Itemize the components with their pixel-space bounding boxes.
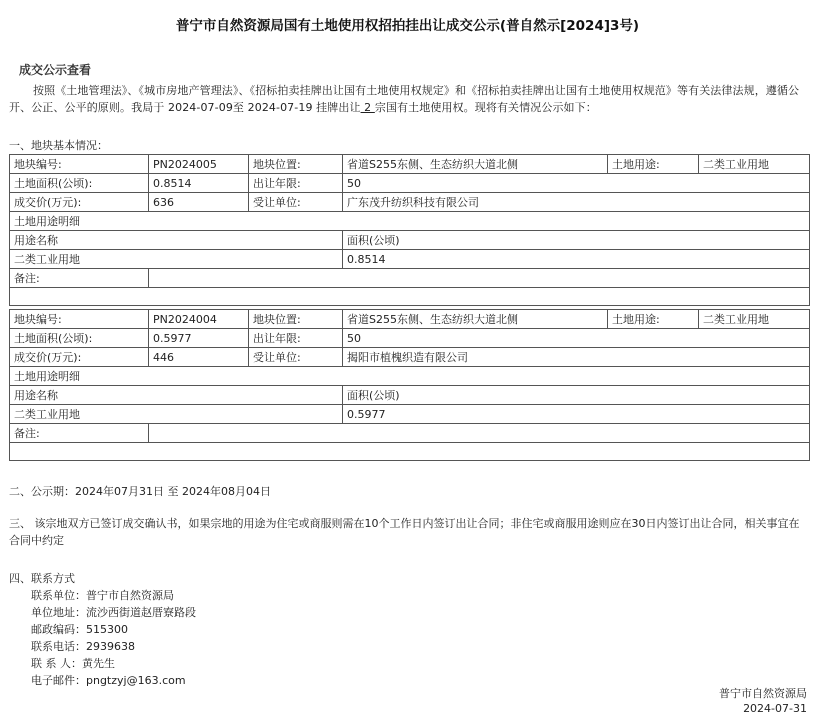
table-row — [10, 193, 810, 212]
table-row — [10, 443, 810, 461]
contact-unit: 联系单位：普宁市自然资源局 — [31, 589, 174, 602]
price-value: 446 — [149, 348, 249, 367]
blank-row — [10, 288, 810, 306]
plot-table-2 — [9, 309, 810, 461]
contact-person: 联 系 人：黄先生 — [31, 657, 115, 670]
table-row — [10, 424, 810, 443]
buyer-label: 受让单位: — [249, 193, 343, 212]
plot-table-1 — [9, 154, 810, 306]
contact-phone: 联系电话：2939638 — [31, 640, 135, 653]
term-value: 50 — [343, 329, 810, 348]
use-area-header: 面积(公顷) — [343, 386, 810, 405]
intro-paragraph — [9, 82, 809, 116]
location-label: 地块位置: — [249, 155, 343, 174]
use-name-header: 用途名称 — [10, 231, 343, 250]
area-label: 土地面积(公顷): — [10, 174, 149, 193]
buyer-value: 广东茂升纺织科技有限公司 — [343, 193, 810, 212]
remark-label: 备注: — [10, 269, 149, 288]
table-row — [10, 386, 810, 405]
use-name-value: 二类工业用地 — [10, 250, 343, 269]
price-value: 636 — [149, 193, 249, 212]
table-row — [10, 269, 810, 288]
page-title: 普宁市自然资源局国有土地使用权招拍挂出让成交公示(普自然示[2024]3号) — [175, 18, 640, 34]
location-value: 省道S255东侧、生态纺织大道北侧 — [343, 310, 608, 329]
footer-date: 2024-07-31 — [743, 702, 807, 715]
plot-no-value: PN2024004 — [149, 310, 249, 329]
remark-value — [149, 269, 810, 288]
plot-count: 2 — [360, 101, 375, 114]
location-value: 省道S255东侧、生态纺织大道北侧 — [343, 155, 608, 174]
land-use-label: 土地用途: — [608, 155, 699, 174]
term-label: 出让年限: — [249, 329, 343, 348]
land-use-label: 土地用途: — [608, 310, 699, 329]
contact-section — [9, 570, 196, 689]
plot-no-label: 地块编号: — [10, 310, 149, 329]
contract-notice: 三、 该宗地双方已签订成交确认书，如果宗地的用途为住宅或商服则需在10个工作日内签订出让合同；非住宅或商服用途则应在30日内签订出让合同，相关事宜在合同中约定 — [9, 517, 800, 547]
intro-text-after: 宗国有土地使用权。现将有关情况公示如下： — [374, 101, 597, 114]
table-row — [10, 250, 810, 269]
buyer-value: 揭阳市植槐织造有限公司 — [343, 348, 810, 367]
use-detail-header: 土地用途明细 — [10, 367, 810, 386]
table-row — [10, 329, 810, 348]
use-name-header: 用途名称 — [10, 386, 343, 405]
use-name-value: 二类工业用地 — [10, 405, 343, 424]
blank-row — [10, 443, 810, 461]
land-use-value: 二类工业用地 — [699, 155, 810, 174]
contact-email: 电子邮件：pngtzyj@163.com — [31, 674, 186, 687]
plot-no-label: 地块编号: — [10, 155, 149, 174]
remark-label: 备注: — [10, 424, 149, 443]
price-label: 成交价(万元): — [10, 193, 149, 212]
use-area-value: 0.5977 — [343, 405, 810, 424]
footer-organization: 普宁市自然资源局 — [719, 687, 807, 700]
buyer-label: 受让单位: — [249, 348, 343, 367]
intro-text-before: 按照《土地管理法》、《城市房地产管理法》、《招标拍卖挂牌出让国有土地使用权规定》和《招标拍卖挂牌出让国有土地使用权规范》等有关法律法规，遵循公开、公正、公平的原则。我局于 2024-07-09至 2024-07-19 挂牌出让 — [9, 84, 800, 114]
section-heading: 成交公示查看 — [19, 63, 92, 77]
table-row — [10, 231, 810, 250]
section-1-label: 一、地块基本情况： — [9, 139, 108, 152]
table-row — [10, 310, 810, 329]
location-label: 地块位置: — [249, 310, 343, 329]
table-row — [10, 367, 810, 386]
use-area-header: 面积(公顷) — [343, 231, 810, 250]
area-label: 土地面积(公顷): — [10, 329, 149, 348]
use-area-value: 0.8514 — [343, 250, 810, 269]
term-value: 50 — [343, 174, 810, 193]
publicity-period: 二、公示期：2024年07月31日 至 2024年08月04日 — [9, 485, 271, 498]
term-label: 出让年限: — [249, 174, 343, 193]
table-row — [10, 212, 810, 231]
area-value: 0.5977 — [149, 329, 249, 348]
land-use-value: 二类工业用地 — [699, 310, 810, 329]
contact-address: 单位地址：流沙西街道赵厝寮路段 — [31, 606, 196, 619]
contact-label: 四、联系方式 — [9, 572, 75, 585]
price-label: 成交价(万元): — [10, 348, 149, 367]
table-row — [10, 405, 810, 424]
table-row — [10, 174, 810, 193]
contact-postcode: 邮政编码：515300 — [31, 623, 128, 636]
plot-no-value: PN2024005 — [149, 155, 249, 174]
table-row — [10, 348, 810, 367]
remark-value — [149, 424, 810, 443]
table-row — [10, 288, 810, 306]
use-detail-header: 土地用途明细 — [10, 212, 810, 231]
area-value: 0.8514 — [149, 174, 249, 193]
table-row — [10, 155, 810, 174]
